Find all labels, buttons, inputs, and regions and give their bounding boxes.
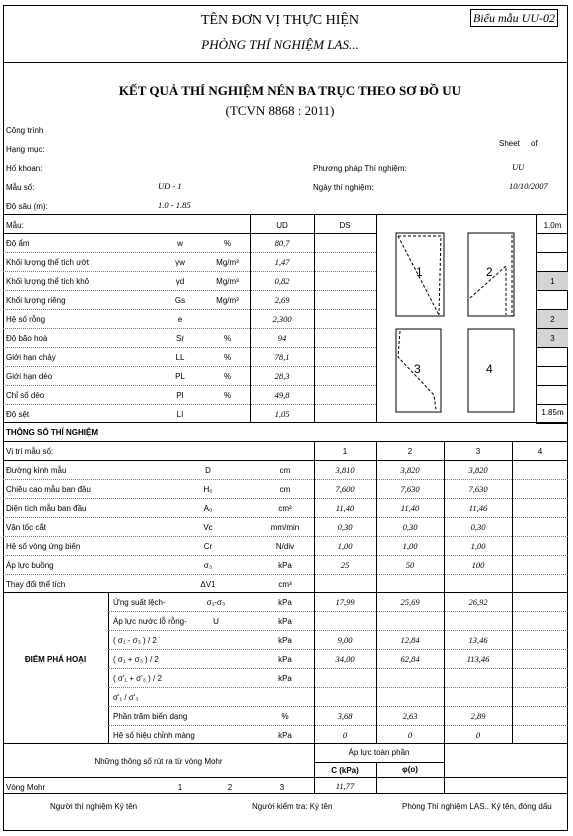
param-value-1: 0,30 — [337, 522, 353, 532]
row-divider — [3, 517, 568, 518]
failure-row-name: Hệ số hiệu chỉnh màng — [113, 731, 195, 740]
failure-value-2: 62,84 — [400, 654, 420, 664]
param-value-2: 7,630 — [400, 484, 420, 494]
failure-row-name: Phần trăm biến dạng — [113, 712, 188, 721]
param-value-2: 50 — [405, 560, 415, 570]
sample-no-value: UD - 1 — [158, 181, 182, 191]
side-grid-line — [536, 385, 568, 386]
side-grid-line — [536, 328, 568, 329]
row-divider — [108, 630, 568, 631]
property-unit: % — [223, 353, 232, 362]
failure-row-unit: kPa — [278, 731, 292, 740]
failure-row-name: Áp lực nước lỗ rỗng- — [113, 617, 187, 626]
row-divider — [3, 328, 376, 329]
param-unit: cm — [279, 485, 291, 494]
grid-line — [3, 777, 568, 778]
row-divider — [3, 574, 568, 575]
failure-row-name: Ứng suất lệch- — [113, 598, 166, 607]
property-name: Độ sệt — [6, 410, 30, 419]
failure-value-1: 3,68 — [337, 711, 353, 721]
side-mark-3: 3 — [550, 334, 555, 343]
param-name: Áp lực buồng — [6, 561, 54, 570]
side-grid-line — [536, 309, 568, 310]
method-value: UU — [512, 162, 525, 172]
param-symbol: A₀ — [203, 504, 213, 513]
specimen-number-4: 4 — [486, 362, 493, 376]
divider — [3, 62, 568, 63]
specimen-number-2: 2 — [486, 265, 493, 279]
grid-line — [444, 743, 445, 793]
date-value: 10/10/2007 — [509, 181, 548, 191]
grid-line — [536, 233, 568, 234]
report-standard: (TCVN 8868 : 2011) — [225, 103, 335, 118]
c-value: 11,77 — [335, 781, 355, 791]
row-divider — [108, 706, 568, 707]
side-grid-line — [536, 252, 568, 253]
failure-value-1: 9,00 — [337, 635, 353, 645]
param-value-1: 25 — [340, 560, 350, 570]
property-value-ud: 80,7 — [274, 238, 290, 248]
borehole-label: Hố khoan: — [6, 164, 43, 173]
param-value-1: 3,810 — [335, 465, 355, 475]
row-divider — [3, 385, 376, 386]
failure-value-3: 2,89 — [470, 711, 486, 721]
property-value-ud: 94 — [277, 333, 287, 343]
side-grid-line — [536, 271, 568, 272]
row-divider — [3, 536, 568, 537]
property-name: Khối lượng riêng — [6, 296, 66, 305]
depth-value: 1.0 - 1.85 — [158, 200, 191, 210]
property-value-ud: 2,69 — [274, 295, 290, 305]
param-unit: N/div — [275, 542, 295, 551]
property-symbol: PL — [175, 372, 185, 381]
method-label: Phương pháp Thí nghiệm: — [313, 164, 407, 173]
param-unit: mm/min — [270, 523, 300, 532]
failure-value-1: 17,99 — [335, 597, 355, 607]
row-divider — [3, 498, 568, 499]
row-divider — [3, 555, 568, 556]
param-value-2: 3,820 — [400, 465, 420, 475]
param-col-2: 2 — [407, 447, 413, 456]
row-divider — [108, 611, 568, 612]
row-divider — [3, 479, 568, 480]
failure-value-3: 26,92 — [468, 597, 488, 607]
failure-row-unit: kPa — [278, 636, 292, 645]
param-value-1: 1,00 — [337, 541, 353, 551]
row-divider — [3, 309, 376, 310]
failure-value-1: 0 — [342, 730, 348, 740]
failure-row-name: σ'₁ / σ'₃ — [113, 693, 139, 702]
row-divider — [3, 366, 376, 367]
param-symbol: D — [205, 466, 211, 475]
sample-no-label: Mẫu số: — [6, 183, 35, 192]
property-symbol: LI — [176, 410, 184, 419]
params-section-title: THÔNG SỐ THÍ NGHIỆM — [6, 428, 98, 437]
col-ds-header: DS — [339, 221, 351, 230]
side-mark-1: 1 — [550, 277, 555, 286]
param-value-3: 1,00 — [470, 541, 486, 551]
property-value-ud: 49,8 — [274, 390, 290, 400]
side-grid-line — [536, 423, 568, 424]
side-mark-2: 2 — [550, 315, 555, 324]
property-value-ud: 1,47 — [274, 257, 290, 267]
failure-row-unit: kPa — [278, 617, 292, 626]
property-unit: % — [223, 391, 232, 400]
property-value-ud: 0,82 — [274, 276, 290, 286]
failure-label: ĐIỂM PHÁ HOẠI — [24, 655, 87, 664]
specimen-number-1: 1 — [416, 265, 423, 279]
grid-line — [314, 214, 315, 422]
report-title: KẾT QUẢ THÍ NGHIỆM NÉN BA TRỤC THEO SƠ ĐỒ UU — [118, 83, 462, 98]
row-divider — [3, 290, 376, 291]
of-label: of — [531, 139, 538, 148]
failure-value-2: 2,63 — [402, 711, 418, 721]
param-unit: cm³ — [278, 580, 292, 589]
mohr-circle-3: 3 — [279, 783, 285, 792]
row-divider — [3, 347, 376, 348]
property-name: Giới hạn dẻo — [6, 372, 53, 381]
col-ud-header: UD — [276, 221, 288, 230]
property-unit: Mg/m³ — [216, 277, 239, 286]
property-symbol: w — [177, 239, 183, 248]
row-divider — [3, 404, 376, 405]
param-unit: kPa — [278, 561, 292, 570]
side-grid-line — [536, 290, 568, 291]
checker-signature: Người kiểm tra: Ký tên — [252, 802, 333, 811]
failure-row-unit: % — [281, 712, 289, 721]
tester-signature: Người thí nghiệm Ký tên — [50, 802, 138, 811]
failure-row-unit: kPa — [278, 674, 292, 683]
row-divider — [108, 725, 568, 726]
failure-value-3: 13,46 — [468, 635, 488, 645]
divider — [3, 793, 568, 794]
lab-signature: Phòng Thí nghiệm LAS.. Ký tên, đóng dấu — [402, 802, 552, 811]
param-unit: cm² — [278, 504, 292, 513]
failure-row-unit: kPa — [278, 598, 292, 607]
side-grid-line — [536, 404, 568, 405]
grid-line — [3, 460, 568, 461]
param-col-1: 1 — [342, 447, 348, 456]
param-value-2: 11,40 — [400, 503, 420, 513]
param-unit: cm — [279, 466, 291, 475]
position-label: Vị trí mẫu số: — [6, 447, 54, 456]
param-name: Thay đổi thể tích — [6, 580, 66, 589]
c-header: C (kPa) — [331, 766, 359, 775]
property-value-ud: 78,1 — [274, 352, 290, 362]
param-value-1: 11,40 — [335, 503, 355, 513]
failure-row-name: ( σ₁ + σ₃ ) / 2 — [113, 655, 159, 664]
param-symbol: σ₃ — [203, 561, 213, 570]
param-value-3: 7,630 — [468, 484, 488, 494]
param-name: Hệ số vòng ứng biến — [6, 542, 81, 551]
property-symbol: Sr — [176, 334, 184, 343]
property-symbol: PI — [176, 391, 184, 400]
param-symbol: Vc — [203, 523, 213, 532]
side-grid-line — [536, 347, 568, 348]
param-symbol: ΔV1 — [200, 580, 216, 589]
failure-row-name: ( σ₁ - σ₃ ) / 2 — [113, 636, 157, 645]
property-symbol: e — [177, 315, 183, 324]
project-label: Công trình — [6, 126, 44, 135]
failure-row-name: ( σ'₁ + σ'₃ ) / 2 — [113, 674, 162, 683]
property-symbol: γd — [175, 277, 185, 286]
param-name: Diện tích mẫu ban đầu — [6, 504, 87, 513]
row-divider — [108, 687, 568, 688]
param-col-3: 3 — [475, 447, 481, 456]
total-stress-label: Áp lực toàn phần — [348, 748, 410, 757]
property-symbol: Gs — [174, 296, 186, 305]
divider — [3, 592, 568, 593]
phi-header: φ(o) — [402, 765, 418, 774]
property-unit: % — [223, 239, 232, 248]
property-unit: Mg/m³ — [216, 258, 239, 267]
divider — [3, 743, 568, 744]
org-name: TÊN ĐƠN VỊ THỰC HIỆN — [200, 13, 360, 28]
sheet-label: Sheet — [499, 139, 520, 148]
failure-row-symbol: σ₁-σ₃ — [206, 598, 226, 607]
form-id-badge: Biểu mẫu UU-02 — [470, 9, 558, 27]
param-value-2: 0,30 — [402, 522, 418, 532]
sample-header-label: Mẫu: — [6, 221, 24, 230]
failure-value-2: 0 — [407, 730, 413, 740]
param-name: Vận tốc cắt — [6, 523, 47, 532]
grid-line — [314, 762, 444, 763]
failure-row-symbol: U — [213, 617, 219, 626]
property-symbol: LL — [175, 353, 185, 362]
row-divider — [108, 668, 568, 669]
depth-top-label: 1.0m — [543, 221, 562, 230]
side-grid-line — [536, 366, 568, 367]
property-name: Độ ẩm — [6, 239, 30, 248]
lab-name: PHÒNG THÍ NGHIỆM LAS... — [201, 37, 359, 52]
property-value-ud: 1,05 — [274, 409, 290, 419]
failure-value-3: 0 — [475, 730, 481, 740]
mohr-circle-label: Vòng Mohr — [6, 783, 46, 792]
item-label: Hạng mục: — [6, 145, 45, 154]
depth-bottom-label: 1.85m — [541, 408, 564, 417]
param-value-2: 1,00 — [402, 541, 418, 551]
property-symbol: γw — [175, 258, 185, 267]
failure-value-2: 25,69 — [400, 597, 420, 607]
property-unit: Mg/m³ — [216, 296, 239, 305]
property-name: Độ bão hoà — [6, 334, 48, 343]
divider — [3, 422, 568, 423]
failure-value-2: 12,84 — [400, 635, 420, 645]
param-value-3: 3,820 — [468, 465, 488, 475]
mohr-circle-2: 2 — [227, 783, 233, 792]
param-value-3: 11,46 — [468, 503, 488, 513]
failure-value-3: 113,46 — [466, 654, 490, 664]
depth-label: Độ sâu (m): — [6, 202, 48, 211]
date-label: Ngày thí nghiệm: — [313, 183, 374, 192]
specimen-number-3: 3 — [414, 362, 421, 376]
row-divider — [3, 252, 376, 253]
mohr-params-label: Những thông số rút ra từ vòng Mohr — [94, 757, 223, 766]
property-name: Giới hạn chảy — [6, 353, 56, 362]
param-name: Chiều cao mẫu ban đầu — [6, 485, 91, 494]
mohr-circle-1: 1 — [177, 783, 183, 792]
property-value-ud: 2,300 — [272, 314, 292, 324]
grid-line — [3, 233, 376, 234]
param-name: Đường kính mẫu — [6, 466, 67, 475]
property-name: Khối lượng thể tích khô — [6, 277, 90, 286]
param-value-3: 100 — [471, 560, 485, 570]
specimen-sketch — [376, 214, 536, 422]
row-divider — [108, 649, 568, 650]
divider — [3, 441, 568, 442]
param-value-3: 0,30 — [470, 522, 486, 532]
property-name: Chỉ số dẻo — [6, 391, 45, 400]
param-value-1: 7,600 — [335, 484, 355, 494]
property-value-ud: 28,3 — [274, 371, 290, 381]
property-name: Hệ số rỗng — [6, 315, 46, 324]
row-divider — [3, 271, 376, 272]
failure-value-1: 34,00 — [335, 654, 355, 664]
failure-row-unit: kPa — [278, 655, 292, 664]
param-symbol: H₀ — [203, 485, 213, 494]
param-col-4: 4 — [537, 447, 543, 456]
property-name: Khối lượng thể tích ướt — [6, 258, 90, 267]
property-unit: % — [223, 334, 232, 343]
property-unit: % — [223, 372, 232, 381]
param-symbol: Cr — [203, 542, 213, 551]
